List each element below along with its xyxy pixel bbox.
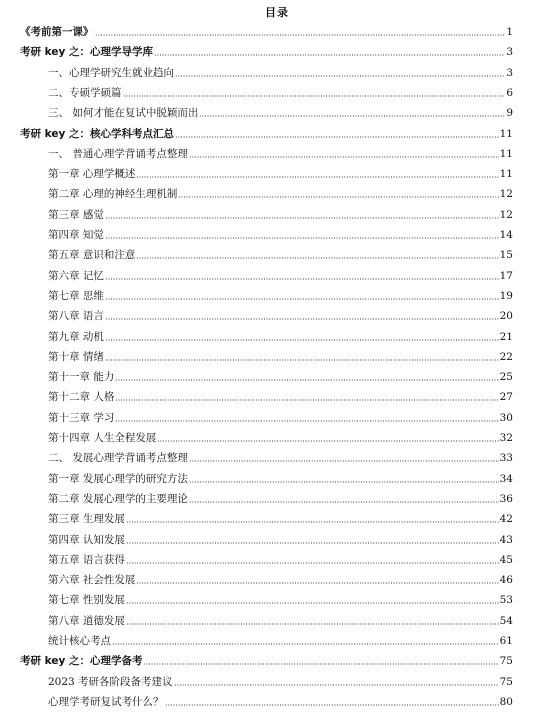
toc-page-number: 9 xyxy=(506,107,513,120)
toc-entry-title: 第四章 认知发展 xyxy=(48,533,125,546)
toc-entry[interactable] xyxy=(48,530,513,546)
dot-leader xyxy=(178,196,498,198)
toc-entry[interactable] xyxy=(48,469,513,485)
toc-page-number: 46 xyxy=(499,574,513,587)
toc-entry[interactable] xyxy=(48,205,513,221)
toc-entry[interactable] xyxy=(48,631,513,647)
toc-entry-title: 2023 考研各阶段备考建议 xyxy=(48,675,173,688)
dot-leader xyxy=(126,562,499,564)
toc-page-number: 61 xyxy=(499,635,513,647)
toc-entry-title: 第一章 发展心理学的研究方法 xyxy=(48,472,188,485)
toc-page-number: 12 xyxy=(499,188,513,201)
dot-leader xyxy=(136,582,498,584)
toc-page-number: 22 xyxy=(499,350,513,363)
dot-leader xyxy=(189,460,499,462)
toc-page-number: 80 xyxy=(499,695,513,708)
toc-entry-title: 考研 key 之：核心学科考点汇总 xyxy=(20,127,174,140)
toc-entry[interactable] xyxy=(48,225,513,241)
toc-entry-title: 二、 发展心理学背诵考点整理 xyxy=(48,452,188,465)
toc-page-number: 15 xyxy=(499,249,513,262)
toc-entry[interactable] xyxy=(48,408,513,424)
toc-title: 目录 xyxy=(265,6,289,19)
dot-leader xyxy=(175,136,499,138)
toc-entry[interactable] xyxy=(48,63,513,79)
toc-entry-title: 心理学考研复试考什么？ xyxy=(48,695,164,708)
toc-entry-title: 第八章 语言 xyxy=(48,310,104,323)
toc-page-number: 30 xyxy=(499,411,513,424)
dot-leader xyxy=(115,420,498,422)
toc-entry[interactable] xyxy=(48,306,513,322)
dot-leader xyxy=(105,298,499,300)
toc-page-number: 43 xyxy=(499,533,513,546)
toc-page-number: 25 xyxy=(499,371,513,384)
dot-leader xyxy=(175,75,505,77)
toc-entry-title: 第十一章 能力 xyxy=(48,371,115,384)
toc-page-number: 11 xyxy=(499,168,513,181)
toc-entry[interactable] xyxy=(48,184,513,200)
dot-leader xyxy=(105,318,499,320)
toc-entry-title: 第七章 思维 xyxy=(48,289,104,302)
toc-section-entry[interactable] xyxy=(20,22,513,38)
dot-leader xyxy=(174,684,499,686)
dot-leader xyxy=(154,54,505,56)
toc-entry-title: 第六章 社会性发展 xyxy=(48,574,136,587)
toc-entry-title: 考研 key 之：心理学备考 xyxy=(20,655,143,668)
toc-entry[interactable] xyxy=(48,266,513,282)
toc-entry-title: 第六章 记忆 xyxy=(48,269,104,282)
toc-section-entry[interactable] xyxy=(20,124,513,140)
toc-page-number: 11 xyxy=(499,147,513,160)
toc-entry[interactable] xyxy=(48,692,513,708)
toc-entry-title: 二、专硕学硕篇 xyxy=(48,86,122,99)
dot-leader xyxy=(189,156,499,158)
toc-entry-title: 第三章 感觉 xyxy=(48,208,104,221)
toc-entry-title: 三、 如何才能在复试中脱颖而出 xyxy=(48,107,199,120)
toc-entry[interactable] xyxy=(48,672,513,688)
toc-entry[interactable] xyxy=(48,489,513,505)
toc-entry-title: 第四章 知觉 xyxy=(48,229,104,241)
toc-entry[interactable] xyxy=(48,83,513,99)
dot-leader xyxy=(105,359,499,361)
dot-leader xyxy=(105,217,499,219)
dot-leader xyxy=(126,623,499,625)
toc-entry[interactable] xyxy=(48,103,513,119)
dot-leader xyxy=(105,278,499,280)
toc-entry[interactable] xyxy=(48,570,513,586)
dot-leader xyxy=(126,521,499,523)
toc-page-number: 53 xyxy=(499,594,513,607)
toc-page-number: 27 xyxy=(499,391,513,404)
toc-entry-title: 第五章 语言获得 xyxy=(48,553,125,566)
dot-leader xyxy=(143,663,498,665)
toc-entry[interactable] xyxy=(48,509,513,525)
toc-entry-title: 第三章 生理发展 xyxy=(48,513,125,526)
dot-leader xyxy=(189,481,499,483)
dot-leader xyxy=(115,379,498,381)
toc-page-number: 11 xyxy=(499,127,513,140)
toc-section-entry[interactable] xyxy=(20,651,513,667)
dot-leader xyxy=(95,34,506,36)
dot-leader xyxy=(126,542,499,544)
dot-leader xyxy=(136,257,498,259)
toc-entry-title: 考研 key 之：心理学导学库 xyxy=(20,46,153,59)
toc-entry[interactable] xyxy=(48,428,513,444)
toc-entry-title: 第十三章 学习 xyxy=(48,411,115,424)
toc-entry[interactable] xyxy=(48,367,513,383)
toc-page-number: 3 xyxy=(506,66,513,79)
toc-page-number: 75 xyxy=(499,655,513,668)
toc-entry-title: 第一章 心理学概述 xyxy=(48,168,136,181)
toc-entry[interactable] xyxy=(48,347,513,363)
toc-entry-title: 第九章 动机 xyxy=(48,330,104,343)
toc-entry[interactable] xyxy=(48,144,513,160)
toc-entry[interactable] xyxy=(48,327,513,343)
toc-page-number: 17 xyxy=(499,269,513,282)
toc-page-number: 14 xyxy=(499,229,513,241)
toc-entry[interactable] xyxy=(48,164,513,180)
toc-entry[interactable] xyxy=(48,245,513,261)
toc-entry-title: 一、心理学研究生就业趋向 xyxy=(48,66,174,79)
toc-page-number: 75 xyxy=(499,675,513,688)
toc-page-number: 32 xyxy=(499,432,513,444)
toc-entry[interactable] xyxy=(48,590,513,606)
toc-entry-title: 第十四章 人生全程发展 xyxy=(48,432,157,444)
dot-leader xyxy=(126,602,499,604)
toc-entry-title: 一、 普通心理学背诵考点整理 xyxy=(48,147,188,160)
dot-leader xyxy=(105,339,499,341)
toc-page-number: 6 xyxy=(506,86,513,99)
dot-leader xyxy=(136,176,498,178)
toc-entry-title: 《考前第一课》 xyxy=(20,26,94,38)
toc-entry[interactable] xyxy=(48,611,513,627)
toc-entry[interactable] xyxy=(48,550,513,566)
toc-entry[interactable] xyxy=(48,448,513,464)
toc-entry[interactable] xyxy=(48,387,513,403)
toc-entry-title: 第五章 意识和注意 xyxy=(48,249,136,262)
toc-entry-title: 第十章 情绪 xyxy=(48,350,104,363)
toc-page-number: 1 xyxy=(506,26,513,38)
toc-section-entry[interactable] xyxy=(20,42,513,58)
toc-page-number: 33 xyxy=(499,452,513,465)
toc-entry[interactable] xyxy=(48,286,513,302)
toc-entry-title: 第十二章 人格 xyxy=(48,391,115,404)
toc-page-number: 12 xyxy=(499,208,513,221)
toc-page-number: 20 xyxy=(499,310,513,323)
toc-page-number: 19 xyxy=(499,289,513,302)
dot-leader xyxy=(157,440,498,442)
dot-leader xyxy=(189,501,499,503)
toc-entry-title: 第二章 发展心理学的主要理论 xyxy=(48,492,188,505)
toc-page-number: 36 xyxy=(499,492,513,505)
toc-page-number: 42 xyxy=(499,513,513,526)
toc-page-number: 54 xyxy=(499,614,513,627)
dot-leader xyxy=(199,115,505,117)
toc-page-number: 3 xyxy=(506,46,513,59)
dot-leader xyxy=(105,237,499,239)
toc-page-number: 45 xyxy=(499,553,513,566)
dot-leader xyxy=(165,704,499,706)
toc-entry-title: 统计核心考点 xyxy=(48,635,111,647)
dot-leader xyxy=(115,399,498,401)
dot-leader xyxy=(123,95,506,97)
toc-entry-title: 第七章 性别发展 xyxy=(48,594,125,607)
toc-entry-title: 第八章 道德发展 xyxy=(48,614,125,627)
toc-page-number: 21 xyxy=(499,330,513,343)
toc-page-number: 34 xyxy=(499,472,513,485)
dot-leader xyxy=(112,643,499,645)
toc-entry-title: 第二章 心理的神经生理机制 xyxy=(48,188,178,201)
